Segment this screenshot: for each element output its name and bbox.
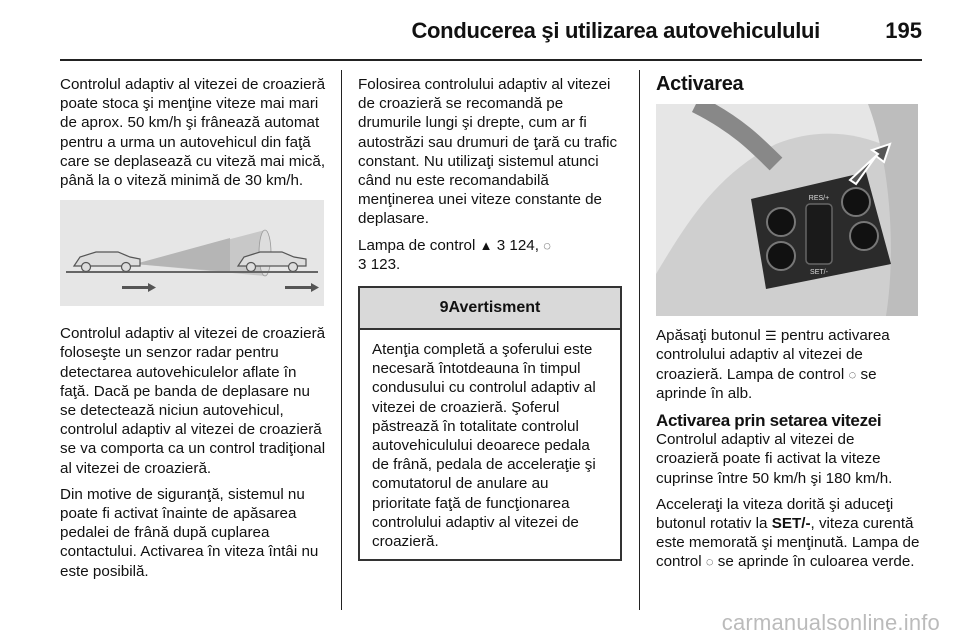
warning-icon: 9 [439,299,449,317]
column-3 [656,75,920,579]
cruise-lamp-icon: ◌ [848,366,857,382]
warning-title: Avertisment [448,299,541,317]
set-button-label: SET/- [771,515,811,533]
header-rule [60,59,922,61]
res-label: RES/+ [808,195,830,203]
cruise-button-icon: ☰ [764,328,777,344]
paragraph: Controlul adaptiv al vitezei de croazieră poate stoca şi menţine viteze mai mari de aprox. 50 km/h şi frânează automat pentru a urma un autovehicul din faţă care se deplasează cu viteză mai mică, până la o viteză minimă de 30 km/h. [60,76,326,190]
column-divider [341,70,342,610]
paragraph: Acceleraţi la viteza dorită şi aduceţi butonul rotativ la SET/-, viteza curentă este memorată şi menţinută. Lampa de control ◌ se aprinde în culoarea verde. [656,495,920,571]
section-heading: Activarea [656,73,744,95]
set-label: SET/- [810,269,828,277]
paragraph: Controlul adaptiv al vitezei de croazieră foloseşte un senzor radar pentru detectarea autovehiculelor aflate în faţă. Dacă pe banda de deplasare nu se detectează niciun autovehicul, controlul adaptiv al vitezei de croazieră se va comporta ca un control tradiţional al vitezei de croazieră. [60,325,326,477]
page-number: 195 [885,18,922,43]
page-title: Conducerea şi utilizarea autovehiculului [411,18,820,43]
steering-wheel-illustration [656,104,918,316]
paragraph: Controlul adaptiv al vitezei de croazieră poate fi activat la viteze cuprinse între 50 km/h şi 180 km/h. [656,431,893,487]
ref-icon: 3 [496,236,506,254]
paragraph: Din motive de siguranţă, sistemul nu poate fi activat înainte de apăsarea pedalei de frână după cuplarea contactului. Activarea în viteza întâi nu este posibilă. [60,485,319,580]
car-lamp-icon: ▲ [479,237,493,253]
watermark: carmanualsonline.info [721,610,940,635]
warning-text: Atenţia completă a şoferului este necesară întotdeauna în timpul condusului cu controlul adaptiv al vitezei de croazieră. Şoferul păstrează în totalitate controlul autovehiculului deoarece pedala de frână, pedala de acceleraţie şi comutatorul de anulare au prioritate faţă de funcţionarea controlului adaptiv al vitezei de croazieră. [372,341,596,551]
column-divider [639,70,640,610]
warning-box [358,286,622,561]
subsection-heading: Activarea prin setarea vitezei [656,411,882,431]
column-2 [358,75,628,561]
radar-illustration [60,200,324,306]
paragraph: Folosirea controlului adaptiv al vitezei de croazieră se recomandă pe drumurile lungi şi drepte, cum ar fi autostrăzi sau drumuri de ţară cu trafic constant. Nu utilizaţi sistemul atunci când nu este recomandabilă menţinerea unei viteze constante de deplasare. [358,76,618,228]
lamp-reference: Lampa de control ▲ 3 124, ◌ 3 123. [358,236,551,273]
ref-icon: 3 [358,255,367,273]
paragraph: Apăsaţi butonul ☰ pentru activarea controlului adaptiv al vitezei de croazieră. Lampa de control ◌ se aprinde în alb. [656,327,890,402]
column-1 [60,75,330,588]
warning-header [360,288,620,330]
page-header [0,0,960,60]
cruise-lamp-icon: ◌ [543,237,551,253]
cruise-lamp-icon: ◌ [705,554,714,570]
